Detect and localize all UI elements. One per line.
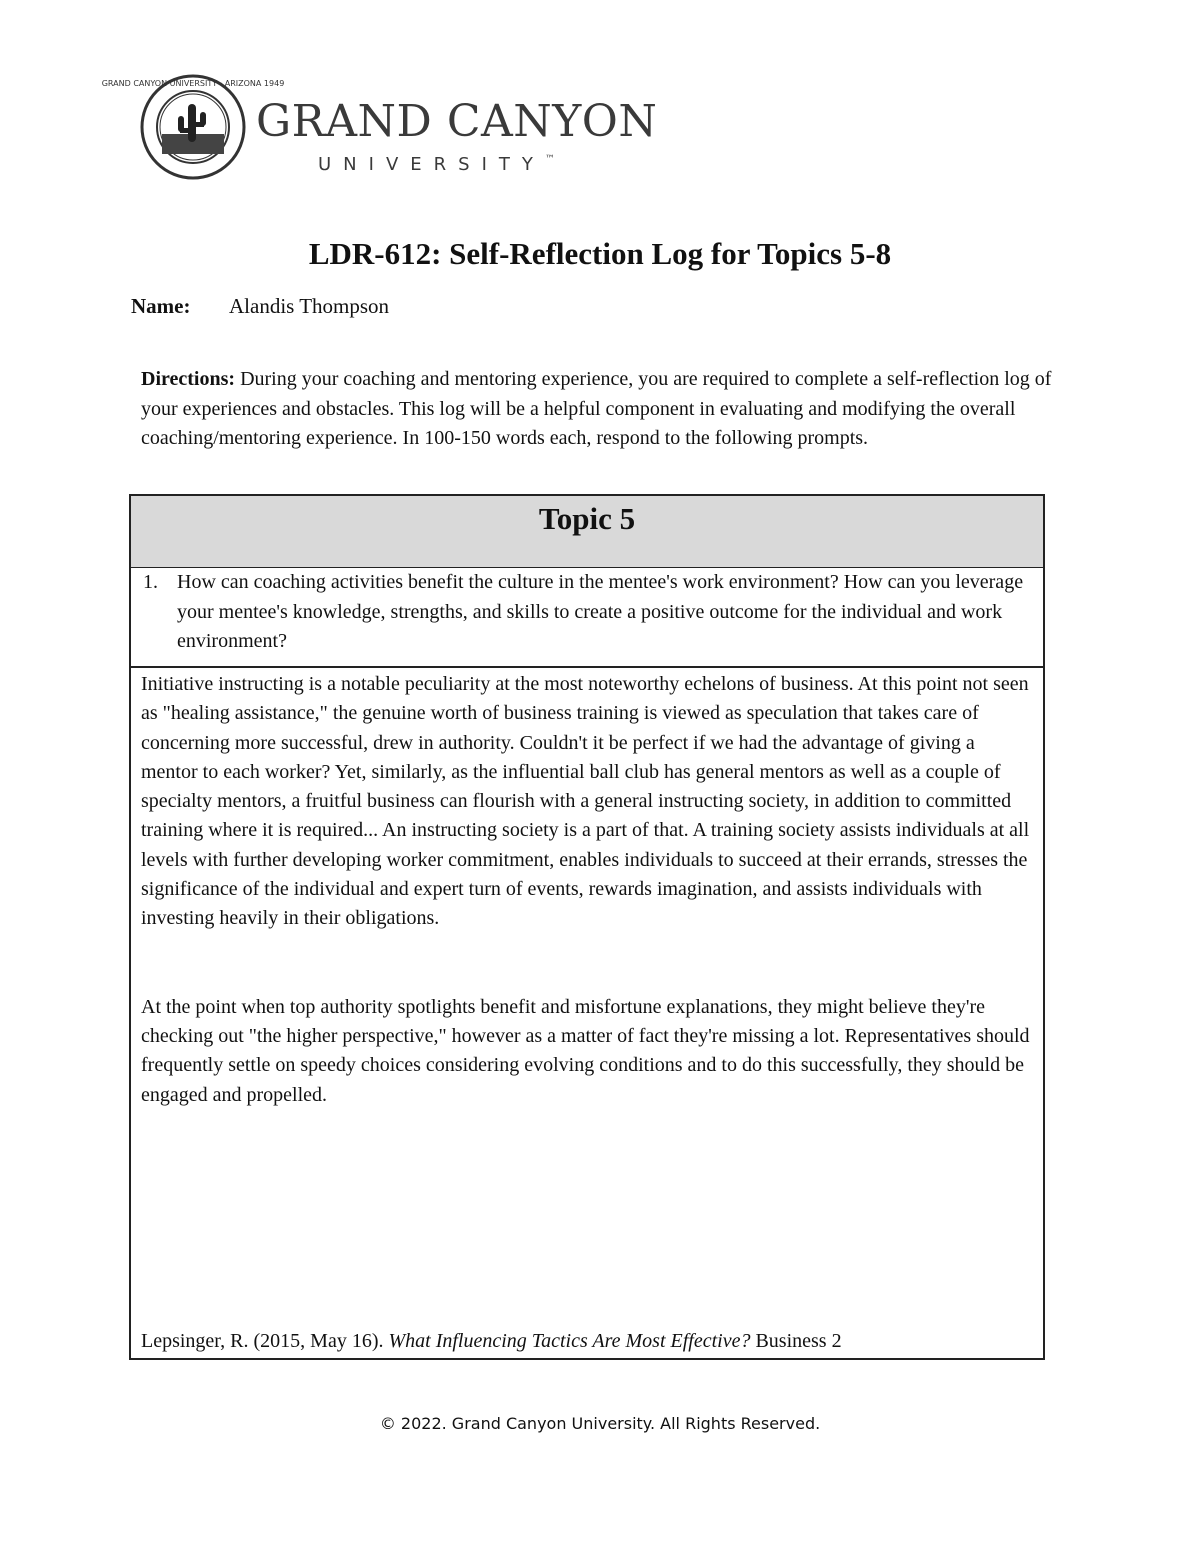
directions-label: Directions: (141, 368, 236, 390)
name-value: Alandis Thompson (229, 294, 390, 318)
logo-wordmark: GRAND CANYON (256, 96, 658, 147)
name-row (131, 294, 389, 319)
reference-prefix: Lepsinger, R. (2015, May 16). (141, 1329, 389, 1352)
copyright-footer: © 2022. Grand Canyon University. All Rights Reserved. (379, 1414, 821, 1433)
page-title: LDR-612: Self-Reflection Log for Topics 5-8 (308, 236, 892, 271)
seal-text: GRAND CANYON UNIVERSITY · ARIZONA 1949 (101, 79, 285, 88)
prompt-number: 1. (143, 571, 158, 593)
university-seal-icon (101, 74, 285, 180)
prompt-text: How can coaching activities benefit the culture in the mentee's work environment? How can you leverage your mentee's knowledge, strengths, and skills to create a positive outcome for the individual and work environment? (177, 571, 1024, 652)
directions-paragraph (141, 365, 1061, 454)
reference-citation (141, 1327, 842, 1356)
reference-suffix: Business 2 (750, 1329, 842, 1352)
answer-cell (131, 668, 1043, 1358)
directions-text: During your coaching and mentoring experience, you are required to complete a self-reflection log of your experiences and obstacles. This log will be a helpful component in evaluating and modifying the overall coaching/mentoring experience. In 100-150 words each, respond to the following prompts. (141, 368, 1052, 449)
answer-paragraph-1: Initiative instructing is a notable peculiarity at the most noteworthy echelons of business. At this point not seen as "healing assistance," the genuine worth of business training is viewed as speculation that takes care of concerning more successful, drew in authority. Couldn't it be perfect if we had the advantage of giving a mentor to each worker? Yet, similarly, as the influential ball club has general mentors as well as a couple of specialty mentors, a fruitful business can flourish with a general instructing society, in addition to committed training where it is required... An instructing society is a part of that. A training society assists individuals at all levels with further developing worker commitment, enables individuals to succeed at their errands, stresses the significance of the individual and expert turn of events, rewards imagination, and assists individuals with investing heavily in their obligations. (141, 673, 1030, 930)
name-label: Name: (131, 294, 191, 318)
prompt-row (131, 568, 1043, 668)
answer-paragraph-2: At the point when top authority spotlights benefit and misfortune explanations, they might believe they're checking out "the higher perspective," however as a matter of fact they're missing a lot. Representatives should frequently settle on speedy choices considering evolving conditions and to do this successfully, they should be engaged and propelled. (141, 995, 1030, 1106)
reflection-table (129, 494, 1045, 1360)
university-logo (101, 74, 658, 184)
logo-subtitle-text: UNIVERSITY (318, 154, 545, 175)
logo-subtitle (318, 154, 555, 175)
topic-heading: Topic 5 (131, 496, 1043, 568)
reference-title: What Influencing Tactics Are Most Effective? (388, 1329, 751, 1352)
trademark-mark: ™ (544, 154, 555, 165)
